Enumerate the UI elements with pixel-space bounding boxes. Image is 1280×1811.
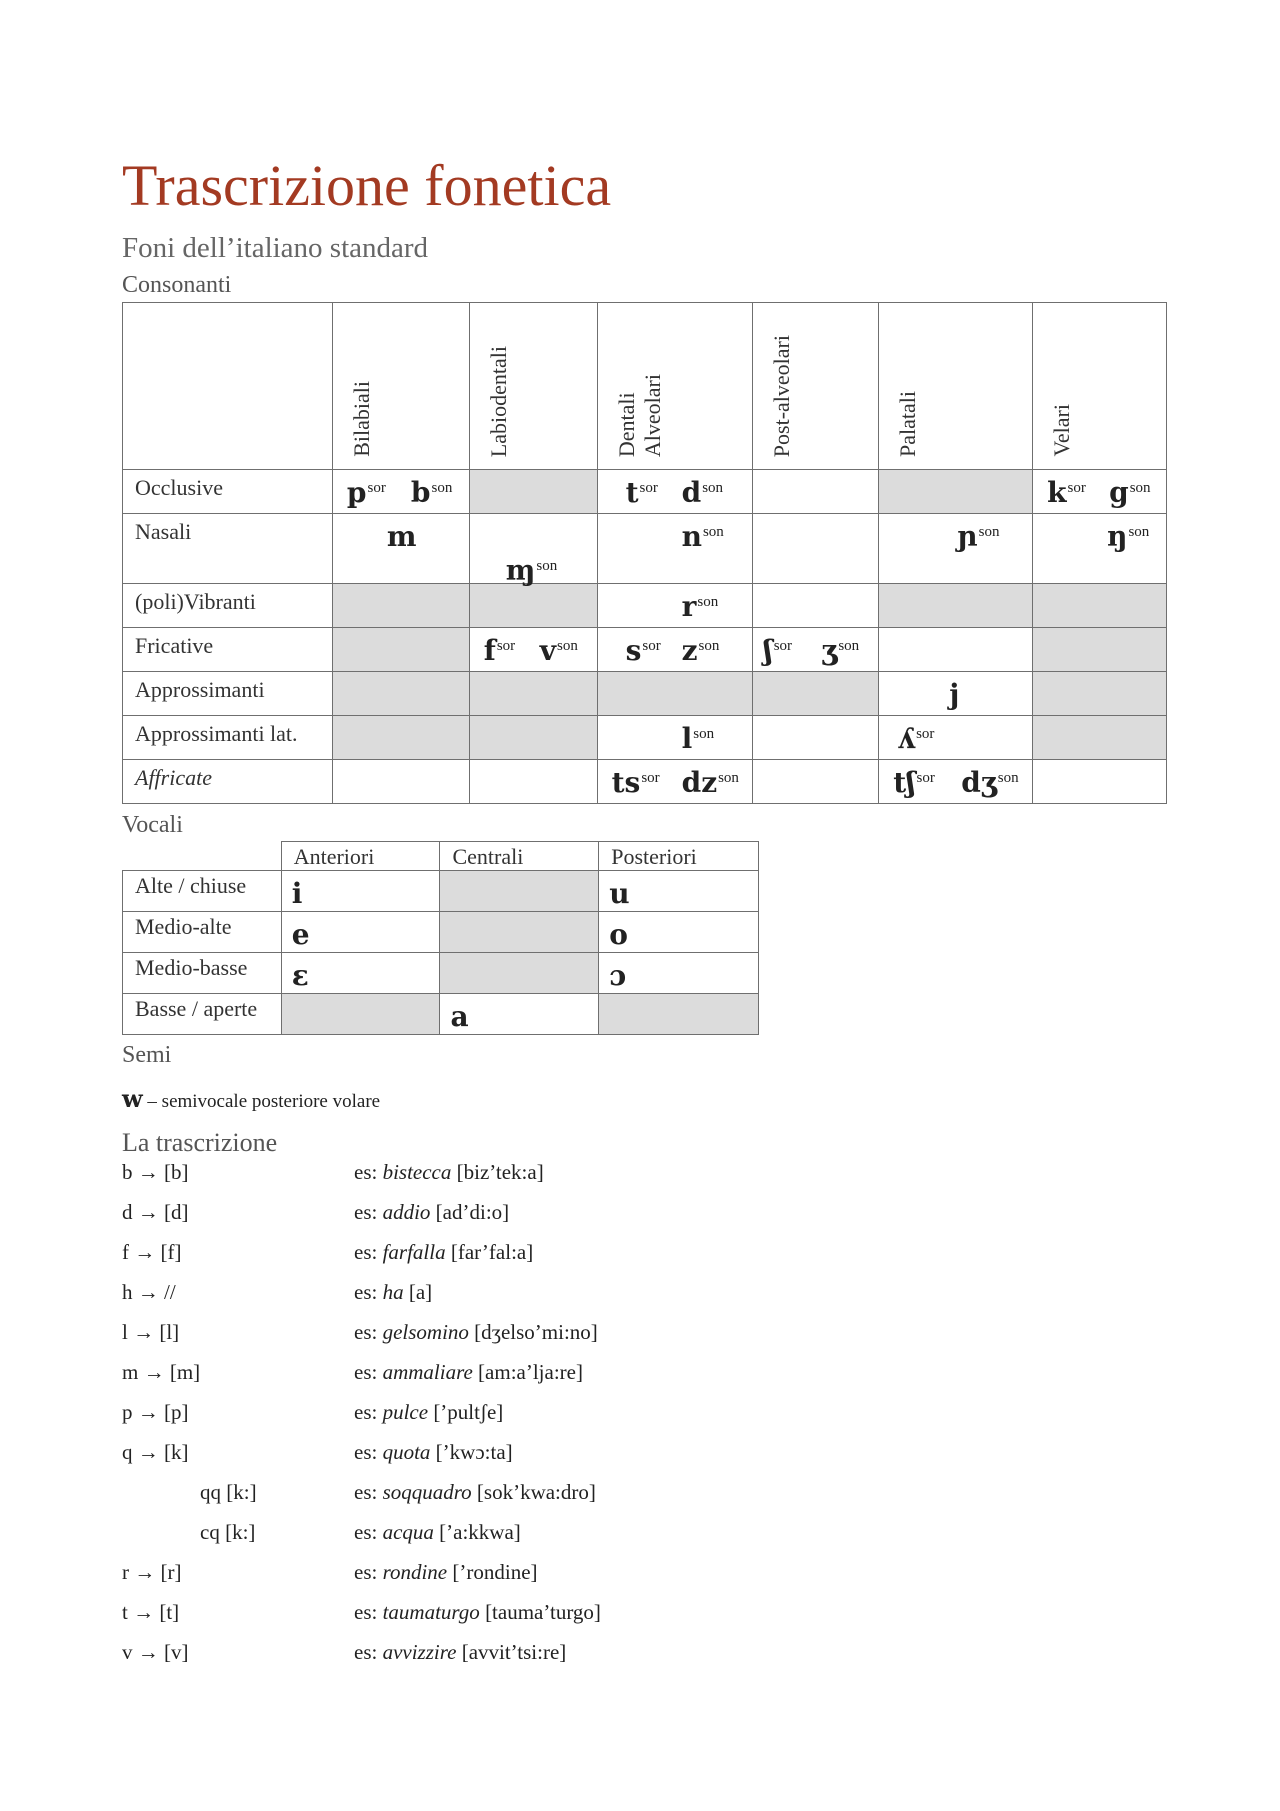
vowel-e: e	[281, 912, 440, 953]
page-subtitle: Foni dell’italiano standard	[122, 232, 429, 264]
phone-lj: ʎ$^{sor}$	[897, 722, 935, 755]
cell-empty	[469, 760, 597, 804]
cell	[597, 584, 753, 628]
cell	[597, 716, 753, 760]
cell-empty	[1033, 760, 1167, 804]
vowel-o: o	[599, 912, 759, 953]
cell-empty	[1033, 628, 1167, 672]
phone-f: $f^{sor}$	[483, 634, 516, 667]
phone-d: $d^{son}$	[681, 476, 724, 509]
cell-empty	[1033, 716, 1167, 760]
row-fricative	[123, 628, 1167, 672]
cell-empty	[332, 760, 469, 804]
col-header-bilabiali: Bilabiali	[332, 303, 469, 470]
rule-row: t → [t] es: taumaturgo [tauma’turgo]	[122, 1600, 601, 1624]
cell-empty	[753, 470, 879, 514]
row-label: Nasali	[123, 514, 333, 584]
page-title: Trascrizione fonetica	[122, 153, 612, 218]
col-header-palatali: Palatali	[879, 303, 1033, 470]
row-label: Approssimanti	[123, 672, 333, 716]
cell-empty	[469, 716, 597, 760]
cell-empty	[469, 470, 597, 514]
vowel-open-e: ɛ	[281, 953, 440, 994]
cell-empty	[440, 912, 599, 953]
phone-s: $s^{sor}$	[625, 634, 661, 667]
rule-row: m → [m] es: ammaliare [am:a’lja:re]	[122, 1360, 583, 1384]
cell-empty	[469, 672, 597, 716]
vowels-header-row	[123, 842, 759, 871]
row-vibranti	[123, 584, 1167, 628]
cell	[753, 628, 879, 672]
row-label: Medio-alte	[123, 912, 282, 953]
cell	[879, 672, 1033, 716]
cell-empty	[753, 716, 879, 760]
cell	[879, 716, 1033, 760]
row-medio-alte	[123, 912, 759, 953]
cell-empty	[753, 672, 879, 716]
row-label: Fricative	[123, 628, 333, 672]
rule-row: v → [v] es: avvizzire [avvit’tsi:re]	[122, 1640, 567, 1664]
phone-j: j	[949, 678, 960, 711]
rule-row: r → [r] es: rondine [’rondine]	[122, 1560, 538, 1584]
vowel-i: i	[281, 871, 440, 912]
cell	[1033, 514, 1167, 584]
cell	[332, 514, 469, 584]
cell-empty	[469, 584, 597, 628]
row-occlusive	[123, 470, 1167, 514]
cell-empty	[332, 716, 469, 760]
row-label: Medio-basse	[123, 953, 282, 994]
col-header-velari: Velari	[1033, 303, 1167, 470]
phone-k: $k^{sor}$	[1047, 476, 1086, 509]
semivowel-line	[122, 1084, 380, 1113]
row-nasali	[123, 514, 1167, 584]
rule-row: b → [b] es: bistecca [biz’tek:a]	[122, 1160, 544, 1184]
consonants-table	[122, 302, 1167, 804]
row-label: Basse / aperte	[123, 994, 282, 1035]
col-header-labiodentali: Labiodentali	[469, 303, 597, 470]
cell-empty	[281, 994, 440, 1035]
corner-cell	[123, 842, 282, 871]
cell-empty	[332, 672, 469, 716]
col-header-centrali: Centrali	[440, 842, 599, 871]
phone-dzh: dʒ$^{son}$	[961, 766, 1019, 799]
cell	[879, 514, 1033, 584]
consonants-heading: Consonanti	[122, 272, 232, 298]
vowels-table	[122, 841, 759, 1035]
cell-empty	[440, 953, 599, 994]
row-label: Occlusive	[123, 470, 333, 514]
semivowel-symbol: w	[122, 1084, 143, 1113]
rule-row: qq [k:] es: soqquadro [sok’kwa:dro]	[200, 1480, 596, 1504]
phone-p: $p^{sor}$	[346, 476, 386, 509]
rule-row: p → [p] es: pulce [’pultʃe]	[122, 1400, 504, 1424]
cell	[469, 628, 597, 672]
phone-dz: $dz^{son}$	[681, 766, 739, 799]
cell-empty	[753, 584, 879, 628]
consonants-header-row	[123, 303, 1167, 470]
cell-empty	[753, 760, 879, 804]
vowel-u: u	[599, 871, 759, 912]
rule-row: h → // es: ha [a]	[122, 1280, 433, 1304]
cell	[1033, 470, 1167, 514]
vowel-open-o: ɔ	[599, 953, 759, 994]
phone-zh: ʒ$^{son}$	[821, 634, 860, 667]
rule-row: l → [l] es: gelsomino [dʒelso’mi:no]	[122, 1320, 598, 1344]
phone-m: m	[386, 520, 417, 553]
rule-row: d → [d] es: addio [ad’di:o]	[122, 1200, 510, 1224]
row-label: Alte / chiuse	[123, 871, 282, 912]
cell	[332, 470, 469, 514]
phone-ng: $ŋ^{son}$	[1107, 520, 1150, 553]
semi-heading: Semi	[122, 1042, 172, 1068]
cell-empty	[879, 470, 1033, 514]
row-medio-basse	[123, 953, 759, 994]
row-alte	[123, 871, 759, 912]
rule-row: f → [f] es: farfalla [far’fal:a]	[122, 1240, 534, 1264]
col-header-dentali-alveolari: Dentali Alveolari	[597, 303, 753, 470]
rule-row: cq [k:] es: acqua [’a:kkwa]	[200, 1520, 521, 1544]
cell-empty	[599, 994, 759, 1035]
row-basse	[123, 994, 759, 1035]
cell-empty	[879, 584, 1033, 628]
cell-empty	[440, 871, 599, 912]
col-header-post-alveolari: Post-alveolari	[753, 303, 879, 470]
transcription-heading: La trascrizione	[122, 1128, 278, 1157]
phone-mj: ɱ$^{son}$	[505, 554, 558, 587]
phone-r: $r^{son}$	[681, 590, 719, 623]
cell-empty	[753, 514, 879, 584]
phone-v: $v^{son}$	[539, 634, 578, 667]
row-approssimanti-lat	[123, 716, 1167, 760]
cell-empty	[597, 672, 753, 716]
phone-t: $t^{sor}$	[625, 476, 658, 509]
vowels-heading: Vocali	[122, 812, 183, 838]
phone-z: $z^{son}$	[681, 634, 720, 667]
phone-g: $g^{son}$	[1109, 476, 1151, 509]
cell	[597, 470, 753, 514]
phone-n: $n^{son}$	[681, 520, 724, 553]
rule-row: q → [k] es: quota [’kwɔ:ta]	[122, 1440, 513, 1464]
row-affricate	[123, 760, 1167, 804]
col-header-anteriori: Anteriori	[281, 842, 440, 871]
corner-cell	[123, 303, 333, 470]
cell-empty	[1033, 584, 1167, 628]
phone-l: $l^{son}$	[681, 722, 715, 755]
phone-tsh: tʃ$^{sor}$	[893, 766, 935, 799]
cell-empty	[332, 628, 469, 672]
cell	[597, 514, 753, 584]
semivowel-description: – semivocale posteriore volare	[147, 1091, 381, 1112]
cell	[879, 760, 1033, 804]
phone-ts: $ts^{sor}$	[611, 766, 660, 799]
cell-empty	[332, 584, 469, 628]
phone-gn: ɲ$^{son}$	[957, 520, 1000, 553]
row-approssimanti	[123, 672, 1167, 716]
cell	[597, 760, 753, 804]
cell-empty	[879, 628, 1033, 672]
cell	[597, 628, 753, 672]
phone-sh: ʃ$^{sor}$	[763, 634, 793, 667]
phone-b: $b^{son}$	[410, 476, 453, 509]
col-header-posteriori: Posteriori	[599, 842, 759, 871]
cell	[469, 514, 597, 587]
row-label: Affricate	[123, 760, 333, 804]
row-label: Approssimanti lat.	[123, 716, 333, 760]
cell-empty	[1033, 672, 1167, 716]
vowel-a: a	[440, 994, 599, 1035]
row-label: (poli)Vibranti	[123, 584, 333, 628]
